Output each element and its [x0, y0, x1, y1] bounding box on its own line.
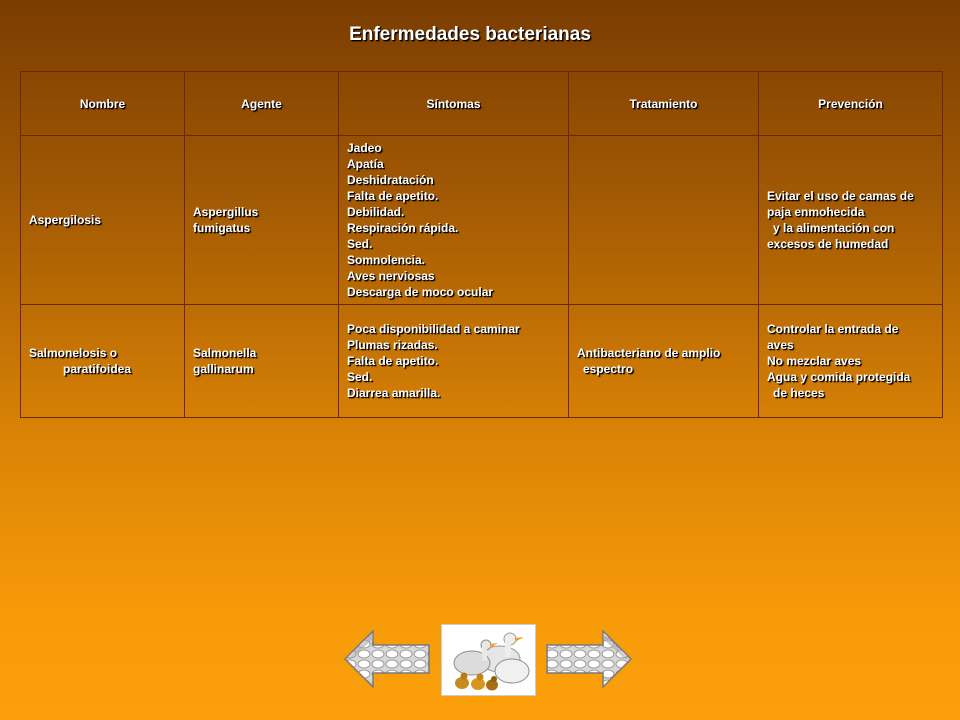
cell-sintomas — [339, 136, 569, 305]
agente-line: fumigatus — [193, 221, 251, 235]
sintoma-item: Sed. — [347, 370, 373, 384]
sintoma-item: Deshidratación — [347, 173, 434, 187]
sintoma-item: Aves nerviosas — [347, 269, 435, 283]
sintoma-item: Descarga de moco ocular — [347, 285, 494, 299]
cell-tratamiento — [569, 136, 759, 305]
sintoma-item: Poca disponibilidad a caminar — [347, 322, 520, 336]
prevencion-line: aves — [767, 338, 794, 352]
header-nombre: Nombre — [21, 72, 185, 136]
nombre-line: paratifoidea — [63, 362, 132, 376]
cell-agente — [185, 305, 339, 418]
cell-tratamiento — [569, 305, 759, 418]
cell-agente — [185, 136, 339, 305]
header-sintomas: Síntomas — [339, 72, 569, 136]
page-title: Enfermedades bacterianas — [349, 24, 591, 45]
prevencion-line: Controlar la entrada de — [767, 322, 899, 336]
cell-prevencion — [759, 136, 943, 305]
sintoma-item: Sed. — [347, 237, 373, 251]
header-tratamiento: Tratamiento — [569, 72, 759, 136]
sintoma-item: Jadeo — [347, 141, 382, 155]
next-button[interactable] — [545, 629, 633, 689]
header-agente: Agente — [185, 72, 339, 136]
prevencion-line: No mezclar aves — [767, 354, 862, 368]
sintoma-item: Somnolencia. — [347, 253, 426, 267]
agente-line: Salmonella — [193, 346, 257, 360]
sintoma-item: Plumas rizadas. — [347, 338, 438, 352]
sintoma-item: Falta de apetito. — [347, 354, 439, 368]
table-header-row — [21, 72, 943, 136]
prevencion-line: Evitar el uso de camas de — [767, 189, 914, 203]
left-arrow-icon — [343, 629, 431, 689]
previous-button[interactable] — [343, 629, 431, 689]
agente-line: gallinarum — [193, 362, 254, 376]
cell-prevencion — [759, 305, 943, 418]
tratamiento-line: espectro — [583, 362, 634, 376]
right-arrow-icon — [545, 629, 633, 689]
agente-line: Aspergillus — [193, 205, 259, 219]
sintoma-item: Falta de apetito. — [347, 189, 439, 203]
cell-sintomas — [339, 305, 569, 418]
header-prevencion: Prevención — [759, 72, 943, 136]
diseases-table — [20, 71, 943, 418]
prevencion-line: Agua y comida protegida — [767, 370, 911, 384]
table-row — [21, 136, 943, 305]
sintoma-item: Diarrea amarilla. — [347, 386, 441, 400]
tratamiento-line: Antibacteriano de amplio — [577, 346, 721, 360]
ducks-image — [441, 624, 536, 696]
table-row — [21, 305, 943, 418]
sintoma-item: Apatía — [347, 157, 384, 171]
nombre-line: Aspergilosis — [29, 213, 102, 227]
prevencion-line: y la alimentación con — [773, 221, 895, 235]
cell-nombre — [21, 305, 185, 418]
prevencion-line: excesos de humedad — [767, 237, 889, 251]
nombre-line: Salmonelosis o — [29, 346, 118, 360]
sintoma-item: Debilidad. — [347, 205, 405, 219]
prevencion-line: de heces — [773, 386, 825, 400]
cell-nombre — [21, 136, 185, 305]
sintoma-item: Respiración rápida. — [347, 221, 459, 235]
prevencion-line: paja enmohecida — [767, 205, 865, 219]
